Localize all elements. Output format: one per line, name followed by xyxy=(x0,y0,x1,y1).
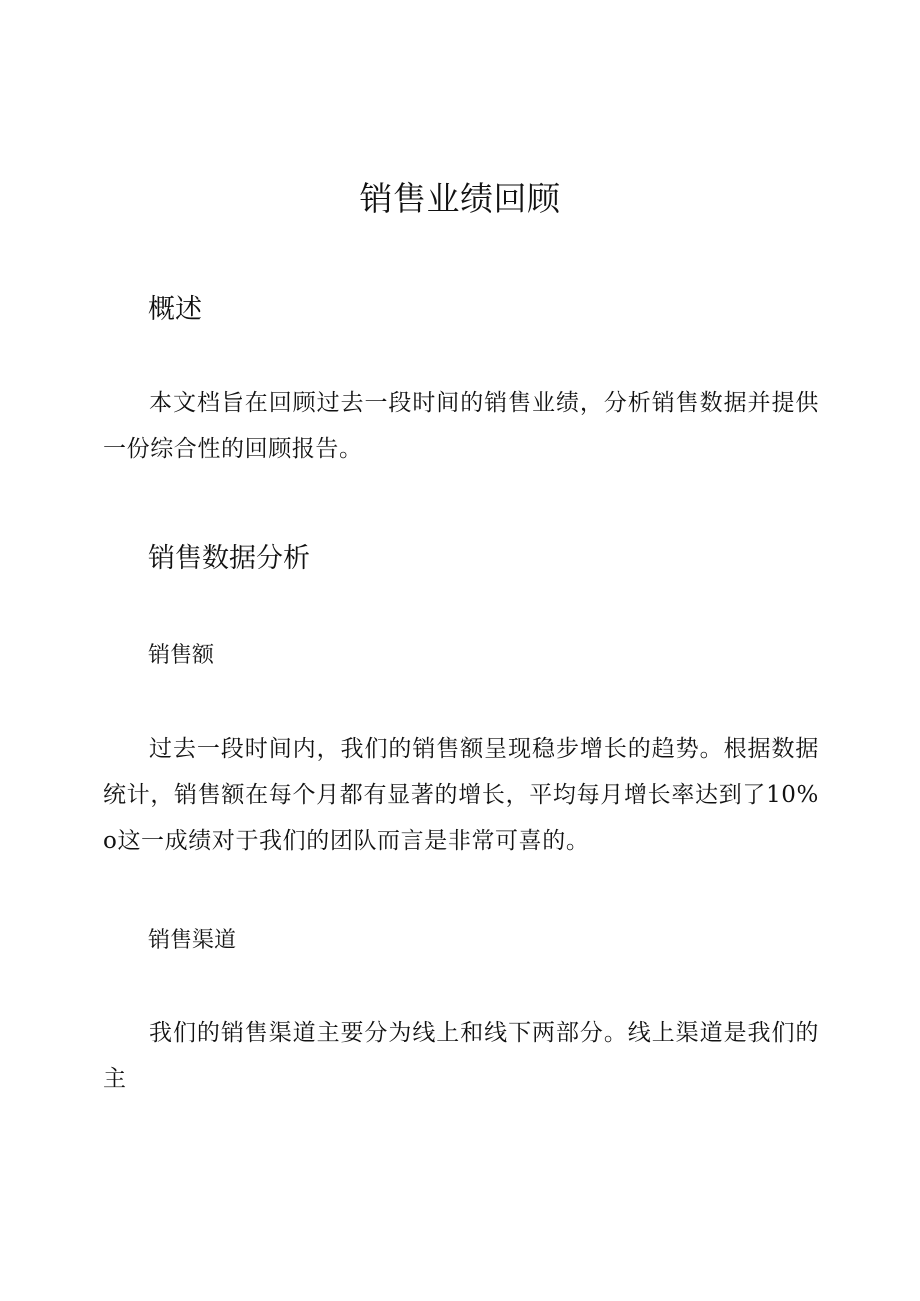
section-heading-sales-data-analysis: 销售数据分析 xyxy=(148,543,310,574)
sales-revenue-paragraph: 过去一段时间内，我们的销售额呈现稳步增长的趋势。根据数据统计，销售额在每个月都有显著的增长，平均每月增长率达到了10%o这一成绩对于我们的团队而言是非常可喜的。 xyxy=(103,736,819,854)
sales-channels-paragraph: 我们的销售渠道主要分为线上和线下两部分。线上渠道是我们的主 xyxy=(103,1020,819,1092)
section-heading-overview: 概述 xyxy=(148,294,202,325)
document-title: 销售业绩回顾 xyxy=(359,179,561,218)
subsection-heading-sales-channels: 销售渠道 xyxy=(148,928,237,953)
overview-paragraph: 本文档旨在回顾过去一段时间的销售业绩，分析销售数据并提供一份综合性的回顾报告。 xyxy=(103,390,819,462)
subsection-heading-sales-revenue: 销售额 xyxy=(148,643,215,668)
